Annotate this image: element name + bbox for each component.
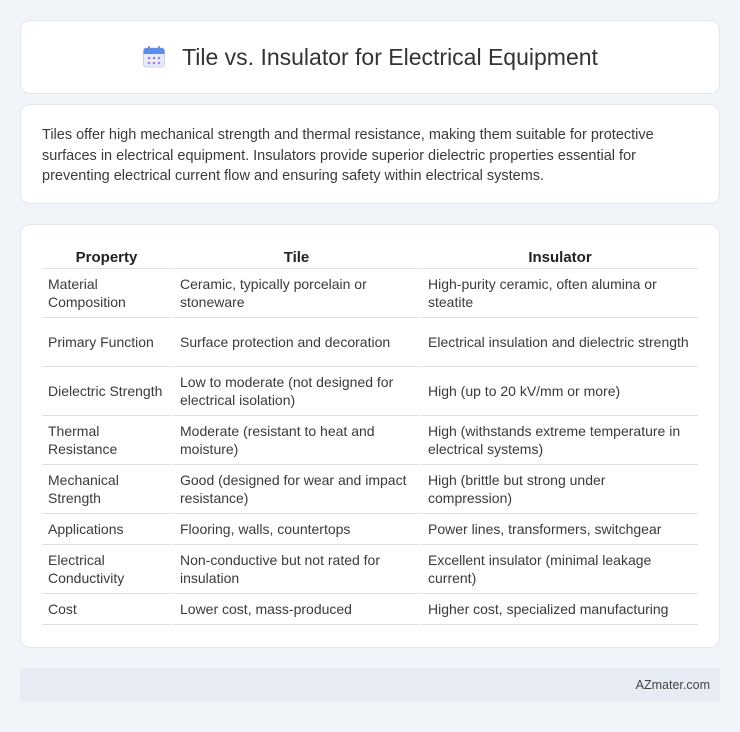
row-insulator: Power lines, transformers, switchgear xyxy=(419,514,698,545)
row-tile: Good (designed for wear and impact resistance) xyxy=(171,465,419,514)
intro-card xyxy=(20,104,720,204)
row-insulator: High-purity ceramic, often alumina or steatite xyxy=(419,269,698,318)
table-row xyxy=(42,367,698,416)
comparison-table-card xyxy=(20,224,720,648)
row-insulator: Higher cost, specialized manufacturing xyxy=(419,594,698,625)
footer xyxy=(20,668,720,702)
row-property: Mechanical Strength xyxy=(42,465,171,514)
row-property: Dielectric Strength xyxy=(42,367,171,416)
row-insulator: Excellent insulator (minimal leakage current) xyxy=(419,545,698,594)
row-tile: Ceramic, typically porcelain or stoneware xyxy=(171,269,419,318)
comparison-table xyxy=(42,245,698,625)
row-property: Applications xyxy=(42,514,171,545)
row-property: Cost xyxy=(42,594,171,625)
row-insulator: High (up to 20 kV/mm or more) xyxy=(419,367,698,416)
row-tile: Flooring, walls, countertops xyxy=(171,514,419,545)
table-row xyxy=(42,594,698,625)
row-tile: Lower cost, mass-produced xyxy=(171,594,419,625)
table-row xyxy=(42,416,698,465)
header-insulator: Insulator xyxy=(419,245,698,269)
header-property: Property xyxy=(42,245,171,269)
calendar-icon xyxy=(142,45,166,69)
row-tile: Non-conductive but not rated for insulation xyxy=(171,545,419,594)
footer-brand: AZmater.com xyxy=(635,678,710,692)
row-insulator: High (withstands extreme temperature in electrical systems) xyxy=(419,416,698,465)
header-tile: Tile xyxy=(171,245,419,269)
page-title: Tile vs. Insulator for Electrical Equipment xyxy=(182,43,598,70)
table-row xyxy=(42,514,698,545)
table-header-row xyxy=(42,245,698,269)
row-property: Electrical Conductivity xyxy=(42,545,171,594)
row-tile: Moderate (resistant to heat and moisture) xyxy=(171,416,419,465)
row-property: Material Composition xyxy=(42,269,171,318)
table-row xyxy=(42,269,698,318)
table-row xyxy=(42,545,698,594)
row-tile: Surface protection and decoration xyxy=(171,318,419,367)
row-insulator: Electrical insulation and dielectric strength xyxy=(419,318,698,367)
row-property: Primary Function xyxy=(42,318,171,367)
intro-text: Tiles offer high mechanical strength and thermal resistance, making them suitable for protective surfaces in electrical equipment. Insulators provide superior dielectric properties essential for preventing electrical current flow and ensuring safety within electrical systems. xyxy=(42,127,654,184)
row-tile: Low to moderate (not designed for electrical isolation) xyxy=(171,367,419,416)
table-row xyxy=(42,318,698,367)
table-row xyxy=(42,465,698,514)
title-card xyxy=(20,20,720,94)
row-property: Thermal Resistance xyxy=(42,416,171,465)
row-insulator: High (brittle but strong under compression) xyxy=(419,465,698,514)
